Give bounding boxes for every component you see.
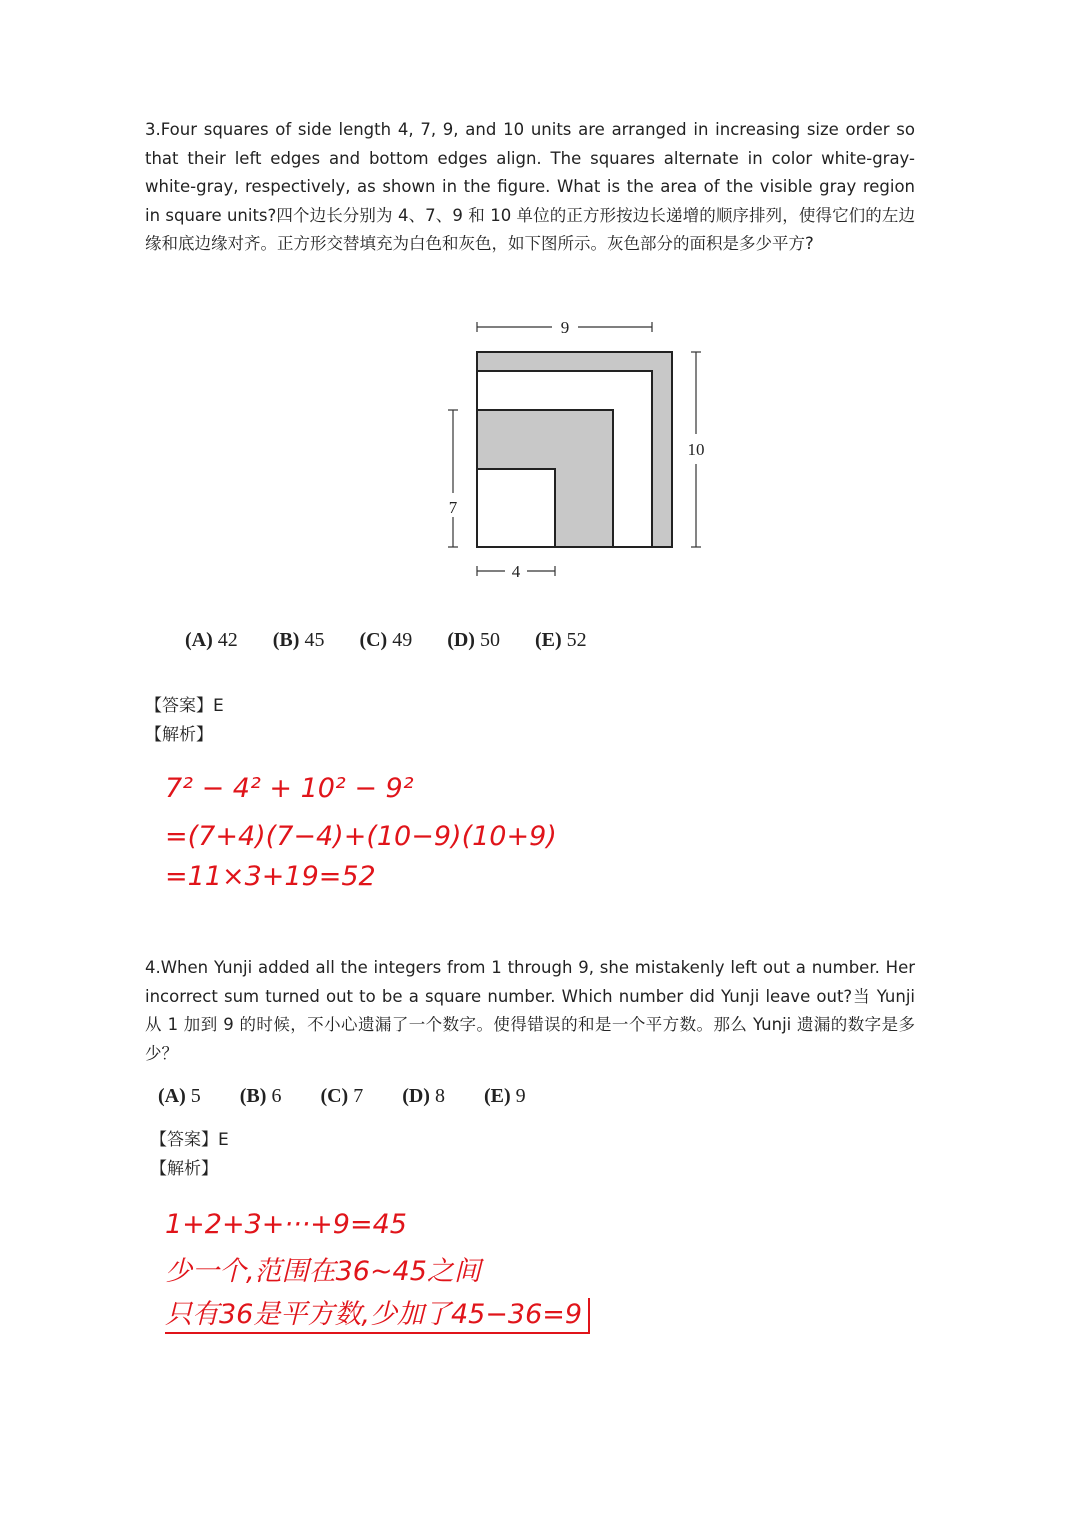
- handwritten-line-3-3: =11×3+19=52: [165, 861, 376, 892]
- handwritten-line-4-2: 少一个,范围在36~45之间: [165, 1256, 481, 1287]
- choice-e: (E) 52: [534, 629, 587, 651]
- choice-a: (A) 42: [185, 629, 238, 651]
- label-9: 9: [560, 318, 570, 337]
- choice-d: (D) 8: [402, 1085, 445, 1107]
- handwritten-line-4-1: 1+2+3+···+9=45: [165, 1209, 407, 1240]
- choice-c: (C) 7: [320, 1085, 364, 1107]
- answer-tag-4: 【答案】E: [150, 1130, 229, 1150]
- label-4: 4: [511, 562, 521, 581]
- question-4-text: 4.When Yunji added all the integers from 1 through 9, she mistakenly left out a number. Her incorrect sum turned out to be a square number. Which number did Yunji leave out?当 Yunji 从 1 加到 9 的时候，不小心遗漏了一个数字。使得错误的和是一个平方数。那么 Yunji 遗漏的数字是多少？: [145, 958, 915, 1063]
- label-7: 7: [448, 498, 458, 517]
- label-10: 10: [687, 440, 705, 459]
- analysis-tag-3: 【解析】: [145, 725, 213, 745]
- question-3-choices: [185, 629, 587, 652]
- squares-figure: [440, 310, 740, 590]
- handwritten-line-3-1: 7² − 4² + 10² − 9²: [165, 773, 414, 804]
- choice-d: (D) 50: [447, 629, 500, 651]
- choice-b: (B) 45: [272, 629, 325, 651]
- handwritten-line-4-3: 只有36是平方数,少加了45−36=9: [165, 1298, 590, 1334]
- choice-c: (C) 49: [359, 629, 413, 651]
- choice-b: (B) 6: [239, 1085, 282, 1107]
- square-4-white: [477, 469, 555, 547]
- question-4-choices: [158, 1085, 526, 1108]
- answer-tag-3: 【答案】E: [145, 696, 224, 716]
- handwritten-line-3-2: =(7+4)(7−4)+(10−9)(10+9): [165, 821, 557, 852]
- question-3-text: 3.Four squares of side length 4, 7, 9, and 10 units are arranged in increasing size order so that their left edges and bottom edges align. The squares alternate in color white-gray-white-gray, respectively, as shown in the figure. What is the area of the visible gray region in square units?四个边长分别为 4、7、9 和 10 单位的正方形按边长递增的顺序排列，使得它们的左边缘和底边缘对齐。正方形交替填充为白色和灰色，如下图所示。灰色部分的面积是多少平方?: [145, 120, 915, 254]
- analysis-tag-4: 【解析】: [150, 1159, 218, 1179]
- choice-e: (E) 9: [483, 1085, 526, 1107]
- choice-a: (A) 5: [158, 1085, 201, 1107]
